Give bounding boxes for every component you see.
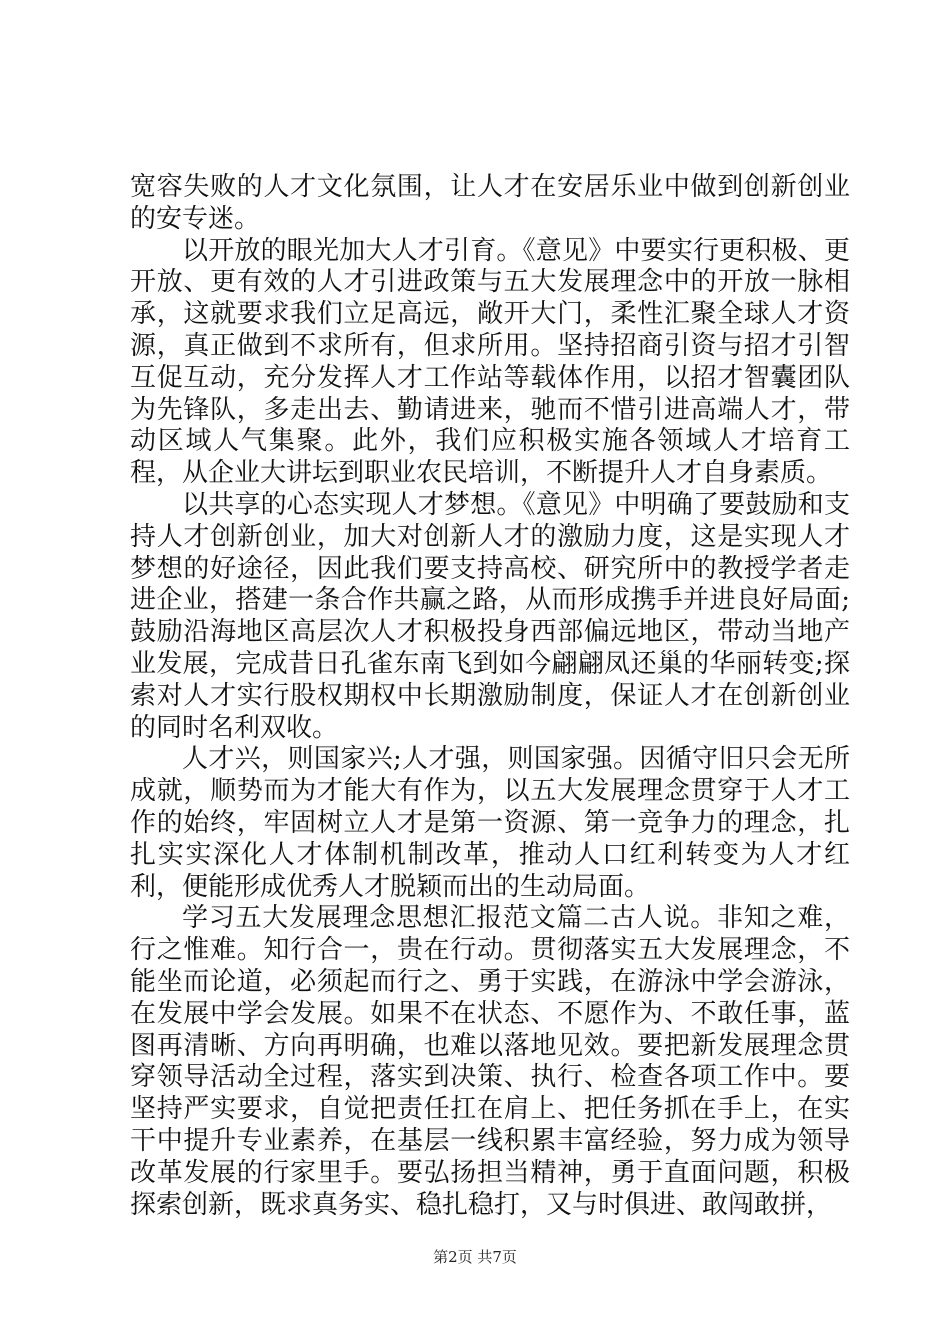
- paragraph-2: 以开放的眼光加大人才引育。《意见》中要实行更积极、更开放、更有效的人才引进政策与五大发展理念中的开放一脉相承，这就要求我们立足高远，敞开大门，柔性汇聚全球人才资源，真正做到不求所有，但求所用。坚持招商引资与招才引智互促互动，充分发挥人才工作站等载体作用，以招才智囊团队为先锋队，多走出去、勤请进来，驰而不惜引进高端人才，带动区域人气集聚。此外，我们应积极实施各领域人才培育工程，从企业大讲坛到职业农民培训，不断提升人才自身素质。: [130, 235, 850, 489]
- paragraph-3: 以共享的心态实现人才梦想。《意见》中明确了要鼓励和支持人才创新创业，加大对创新人才的激励力度，这是实现人才梦想的好途径，因此我们要支持高校、研究所中的教授学者走进企业，搭建一条合作共赢之路，从而形成携手并进良好局面;鼓励沿海地区高层次人才积极投身西部偏远地区，带动当地产业发展，完成昔日孔雀东南飞到如今翩翩凤还巢的华丽转变;探索对人才实行股权期权中长期激励制度，保证人才在创新创业的同时名利双收。: [130, 489, 850, 743]
- paragraph-4: 人才兴，则国家兴;人才强，则国家强。因循守旧只会无所成就，顺势而为才能大有作为，以五大发展理念贯穿于人才工作的始终，牢固树立人才是第一资源、第一竞争力的理念，扎扎实实深化人才体制机制改革，推动人口红利转变为人才红利，便能形成优秀人才脱颖而出的生动局面。: [130, 744, 850, 902]
- page-number: 第2页 共7页: [433, 1248, 517, 1266]
- page-footer: [0, 1246, 950, 1267]
- paragraph-5: 学习五大发展理念思想汇报范文篇二古人说。非知之难，行之惟难。知行合一，贵在行动。贯彻落实五大发展理念，不能坐而论道，必须起而行之、勇于实践，在游泳中学会游泳，在发展中学会发展。如果不在状态、不愿作为、不敢任事，蓝图再清晰、方向再明确，也难以落地见效。要把新发展理念贯穿领导活动全过程，落实到决策、执行、检查各项工作中。要坚持严实要求，自觉把责任扛在肩上、把任务抓在手上，在实干中提升专业素养，在基层一线积累丰富经验，努力成为领导改革发展的行家里手。要弘扬担当精神，勇于直面问题，积极探索创新，既求真务实、稳扎稳打，又与时俱进、敢闯敢拼，: [130, 903, 850, 1220]
- document-body: [130, 172, 850, 1221]
- paragraph-1: 宽容失败的人才文化氛围，让人才在安居乐业中做到创新创业的安专迷。: [130, 172, 850, 234]
